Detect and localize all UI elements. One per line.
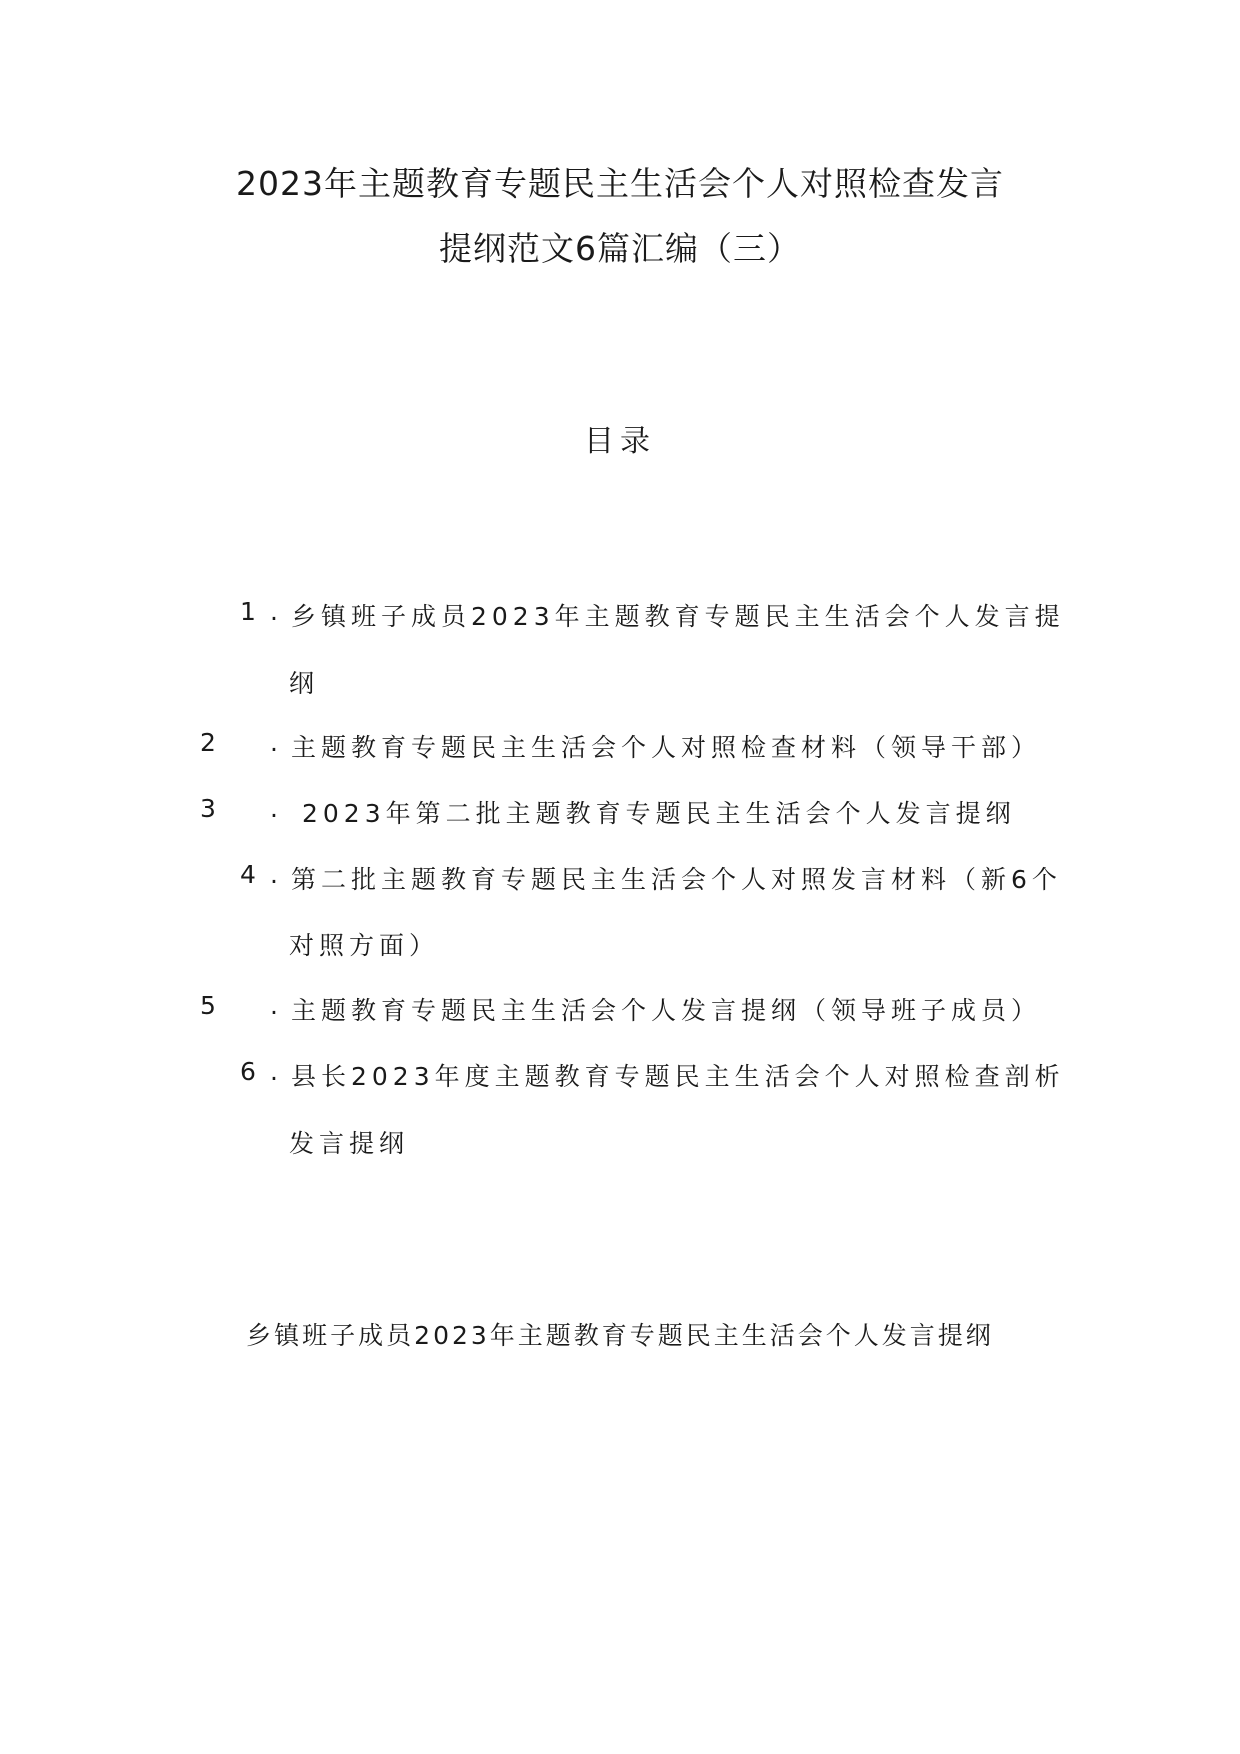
toc-item-number: 6: [240, 1057, 261, 1086]
toc-item-text: 主题教育专题民主生活会个人发言提纲（领导班子成员）: [291, 996, 1042, 1025]
toc-item-separator: .: [270, 991, 283, 1020]
toc-item-number: 1: [240, 597, 261, 626]
toc-item-separator: .: [270, 597, 283, 626]
toc-item-3[interactable]: [0, 794, 1240, 828]
toc-heading: 目录: [584, 424, 656, 459]
toc-item-number: 5: [200, 991, 221, 1020]
toc-item-1[interactable]: [0, 597, 1240, 631]
toc-item-text: 乡镇班子成员2023年主题教育专题民主生活会个人发言提: [291, 602, 1065, 631]
toc-item-text: 县长2023年度主题教育专题民主生活会个人对照检查剖析: [291, 1062, 1065, 1091]
toc-item-2[interactable]: [0, 728, 1240, 762]
document-title-line-1: 2023年主题教育专题民主生活会个人对照检查发言: [236, 164, 1004, 203]
toc-item-4[interactable]: [0, 860, 1240, 894]
section-heading: 乡镇班子成员2023年主题教育专题民主生活会个人发言提纲: [246, 1321, 994, 1350]
toc-item-5[interactable]: [0, 991, 1240, 1025]
toc-item-4-continuation: 对照方面）: [289, 931, 440, 960]
toc-item-number: 2: [200, 728, 221, 757]
toc-item-separator: .: [270, 728, 283, 757]
toc-item-separator: .: [270, 860, 283, 889]
document-title-line-2: 提纲范文6篇汇编（三）: [439, 229, 801, 268]
toc-item-text: 主题教育专题民主生活会个人对照检查材料（领导干部）: [291, 733, 1042, 762]
toc-item-number: 4: [240, 860, 261, 889]
toc-item-6-continuation: 发言提纲: [289, 1129, 410, 1158]
toc-item-text: 2023年第二批主题教育专题民主生活会个人发言提纲: [302, 799, 1016, 828]
toc-item-1-continuation: 纲: [289, 669, 320, 698]
toc-item-text: 第二批主题教育专题民主生活会个人对照发言材料（新6个: [291, 865, 1062, 894]
toc-item-separator: .: [270, 794, 283, 823]
toc-item-separator: .: [270, 1057, 283, 1086]
toc-item-6[interactable]: [0, 1057, 1240, 1091]
toc-item-number: 3: [200, 794, 221, 823]
